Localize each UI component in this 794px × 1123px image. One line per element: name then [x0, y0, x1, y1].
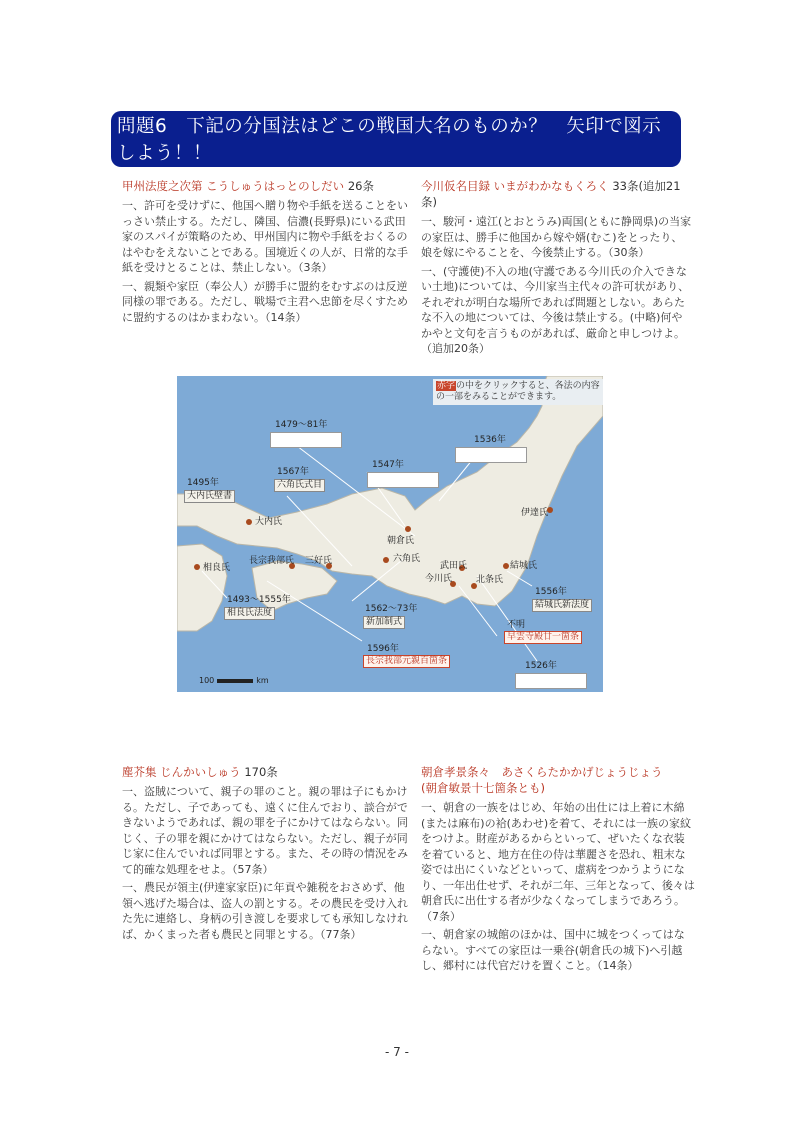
jinkaishu-count: 170条 — [244, 765, 278, 779]
year-1567: 1567年 — [277, 467, 309, 477]
koshu-hatto-block — [122, 178, 408, 328]
scale-number: 100 — [199, 676, 215, 685]
shinkasei-label[interactable]: 新加制式 — [363, 616, 405, 629]
ouchi-law-label[interactable]: 大内氏壁書 — [184, 490, 235, 503]
year-1526: 1526年 — [525, 661, 557, 671]
scale-unit: km — [256, 676, 269, 685]
jinkaishu-article-57: 一、盗賊について、親子の罪のこと。親の罪は子にもかける。ただし、子であっても、遠くに住んでおり、談合ができないようであれば、親の罪を子にかけてはならない。同じく、子の罪を親にかけてはならない。ただし、親子が同じ家に住んでいれば同罪とする。また、その時の情況をみて的確な処理をせよ。（57条） — [122, 785, 408, 876]
question-title: 問題6 下記の分国法はどこの戦国大名のものか？ 矢印で図示しよう！！ — [111, 111, 681, 167]
rokkaku-law-label[interactable]: 六角氏式目 — [274, 479, 325, 492]
jinkaishu-article-77: 一、農民が領主(伊達家家臣)に年貢や雑税をおさめず、他領へ逃げた場合は、盗人の罰とする。その農民を受け入れた先に連絡し、身柄の引き渡しを要求しても承知しなければ、かくまった者も農民と同罪とする。（77条） — [122, 881, 408, 941]
imagawa-name[interactable]: 今川仮名目録 いまがわかなもくろく — [421, 179, 609, 193]
asakura-article-7: 一、朝倉の一族をはじめ、年始の出仕には上着に木綿(または麻布)の袷(あわせ)を着て、それには一族の家紋をつけよ。財産があるからといって、ぜいたくな衣装を着ていると、地方在住の侍は華麗さを恐れ、粗末な姿では出にくいなどといって、虚病をつかうようになり、一年出仕せず、それが二年、三年となって、後々は朝倉氏に出仕する者が少なくなってしまうであろう。（7条） — [421, 801, 695, 923]
answer-box-1526[interactable] — [515, 673, 587, 689]
asakura-name[interactable]: 朝倉孝景条々 あさくらたかかげじょうじょう — [421, 765, 663, 779]
year-1536: 1536年 — [474, 435, 506, 445]
asakura-block — [421, 764, 695, 977]
soun-law-label[interactable]: 早雲寺殿廿一箇条 — [504, 631, 582, 644]
miyoshi-clan: 三好氏 — [305, 556, 333, 566]
koshu-hatto-heading — [122, 178, 408, 194]
imagawa-heading — [421, 178, 693, 210]
unknown-year: 不明 — [507, 620, 526, 630]
map-scale — [199, 676, 269, 685]
koshu-hatto-article-14: 一、親類や家臣（奉公人）が勝手に盟約をむすぶのは反逆同様の罪である。ただし、戦場で主君へ忠節を尽くすために盟約するのはかまわない。（14条） — [122, 279, 408, 324]
yuki-clan: 結城氏 — [510, 561, 538, 571]
imagawa-count: 33条(追加21条) — [421, 179, 681, 209]
asakura-clan: 朝倉氏 — [387, 536, 415, 546]
chosokabe-law-label[interactable]: 長宗我部元親百箇条 — [363, 655, 450, 668]
year-1547: 1547年 — [372, 460, 404, 470]
year-1479: 1479～81年 — [275, 420, 328, 430]
red-text-highlight: 赤字 — [437, 381, 456, 391]
asakura-article-14: 一、朝倉家の城館のほかは、国中に城をつくってはならない。すべての家臣は一乗谷(朝倉氏の城下)へ引越し、郷村には代官だけを置くこと。（14条） — [421, 928, 685, 972]
answer-box-1479[interactable] — [270, 432, 342, 448]
imagawa-article-30: 一、駿河・遠江(とおとうみ)両国(ともに静岡県)の当家の家臣は、勝手に他国から嫁や婿(むこ)をとったり、娘を嫁にやることを、今後禁止する。（30条） — [421, 215, 692, 259]
scale-bar — [217, 679, 253, 683]
yuki-law-label[interactable]: 結城氏新法度 — [532, 599, 592, 612]
koshu-hatto-name[interactable]: 甲州法度之次第 こうしゅうはっとのしだい — [122, 179, 345, 193]
japan-map — [177, 376, 603, 692]
year-1596: 1596年 — [367, 644, 399, 654]
sagara-law-label[interactable]: 相良氏法度 — [224, 607, 275, 620]
jinkaishu-block — [122, 764, 412, 945]
takeda-clan: 武田氏 — [440, 561, 468, 571]
imagawa-article-add20: 一、(守護使)不入の地(守護である今川氏の介入できない土地)については、今川家当主代々の許可状があり、それぞれが明白な場所であれば問題としない。あらたな不入の地については、今後は禁止する。(中略)何やかやと文句を言うものがあれば、厳命と申しつけよ。（追加20条） — [421, 264, 690, 355]
page-number: - 7 - — [385, 1045, 409, 1059]
year-1562: 1562～73年 — [365, 604, 418, 614]
map-instruction-text: の中をクリックすると、各法の内容の一部をみることができます。 — [436, 381, 600, 402]
year-1493: 1493～1555年 — [227, 595, 291, 605]
rokkaku-clan: 六角氏 — [393, 554, 421, 564]
date-clan: 伊達氏 — [521, 508, 549, 518]
chosokabe-clan: 長宗我部氏 — [249, 556, 295, 566]
jinkaishu-heading — [122, 764, 412, 780]
jinkaishu-name[interactable]: 塵芥集 じんかいしゅう — [122, 765, 241, 779]
answer-box-1536[interactable] — [455, 447, 527, 463]
sagara-clan: 相良氏 — [203, 563, 231, 573]
map-instruction-note — [433, 379, 603, 405]
hojo-clan: 北条氏 — [476, 575, 504, 585]
year-1495: 1495年 — [187, 478, 219, 488]
asakura-alt-name: (朝倉敏景十七箇条とも) — [421, 781, 545, 795]
imagawa-block — [421, 178, 693, 360]
imagawa-clan: 今川氏 — [425, 574, 453, 584]
koshu-hatto-count: 26条 — [347, 179, 374, 193]
koshu-hatto-article-3: 一、許可を受けずに、他国へ贈り物や手紙を送ることをいっさい禁止する。ただし、隣国、信濃(長野県)にいる武田家のスパイが策略のため、甲州国内に物や手紙をおくるのはやむをえないことである。国境近くの人が、日常的な手紙を受けとることは、禁止しない。（3条） — [122, 199, 408, 274]
answer-box-1547[interactable] — [367, 472, 439, 488]
year-1556: 1556年 — [535, 587, 567, 597]
ouchi-clan: 大内氏 — [255, 517, 283, 527]
asakura-heading — [421, 764, 695, 796]
